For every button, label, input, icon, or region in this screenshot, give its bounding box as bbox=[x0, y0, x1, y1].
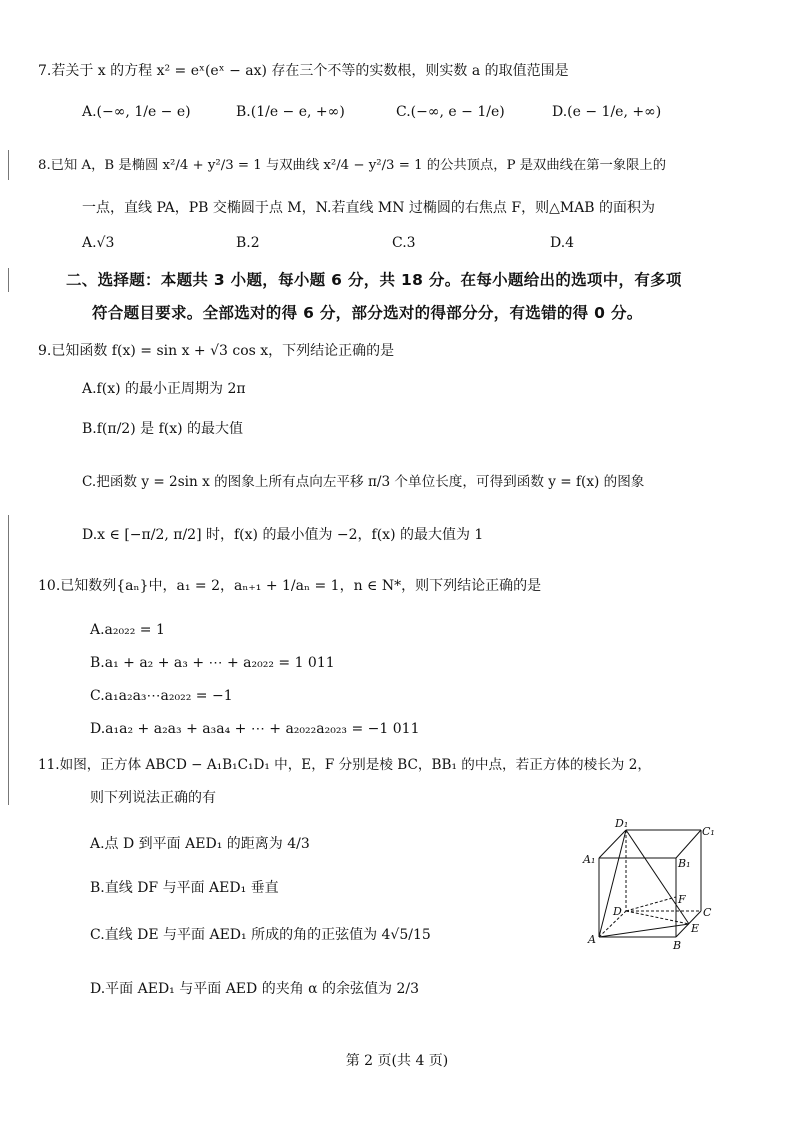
q7-option-b: B.(1/e − e, +∞) bbox=[236, 104, 345, 120]
label-e: E bbox=[691, 922, 700, 935]
q10-option-b: B.a₁ + a₂ + a₃ + ⋯ + a₂₀₂₂ = 1 011 bbox=[90, 655, 335, 671]
label-a1: A₁ bbox=[583, 853, 596, 866]
label-c: C bbox=[703, 906, 712, 919]
q9-option-b: B.f(π/2) 是 f(x) 的最大值 bbox=[82, 421, 244, 437]
q8-option-b: B.2 bbox=[236, 235, 260, 251]
q9-option-c: C.把函数 y = 2sin x 的图象上所有点向左平移 π/3 个单位长度，可得到函数 y = f(x) 的图象 bbox=[82, 474, 645, 490]
q7-option-c: C.(−∞, e − 1/e) bbox=[396, 104, 505, 120]
edge-a1-d1 bbox=[599, 830, 626, 858]
q7-option-a: A.(−∞, 1/e − e) bbox=[82, 104, 191, 120]
segment-d-f-hidden bbox=[626, 897, 676, 911]
label-c1: C₁ bbox=[702, 825, 715, 838]
q7-stem: 7.若关于 x 的方程 x² = eˣ(eˣ − ax) 存在三个不等的实数根，则实数 a 的取值范围是 bbox=[38, 63, 569, 79]
page-footer: 第 2 页(共 4 页) bbox=[345, 1053, 449, 1069]
section2-heading-line1: 二、选择题：本题共 3 小题，每小题 6 分，共 18 分。在每小题给出的选项中，有多项 bbox=[66, 271, 682, 289]
q10-option-a: A.a₂₀₂₂ = 1 bbox=[90, 622, 165, 638]
q10-option-c: C.a₁a₂a₃⋯a₂₀₂₂ = −1 bbox=[90, 688, 233, 704]
q9-option-a: A.f(x) 的最小正周期为 2π bbox=[82, 381, 246, 397]
q9-option-d: D.x ∈ [−π/2, π/2] 时，f(x) 的最小值为 −2，f(x) 的最大值为 1 bbox=[82, 527, 484, 543]
edge-c1-b1 bbox=[676, 830, 701, 858]
q10-stem: 10.已知数列{aₙ}中，a₁ = 2，aₙ₊₁ + 1/aₙ = 1，n ∈ N*，则下列结论正确的是 bbox=[38, 578, 542, 594]
q10-option-d: D.a₁a₂ + a₂a₃ + a₃a₄ + ⋯ + a₂₀₂₂a₂₀₂₃ = −1 011 bbox=[90, 721, 420, 737]
q8-stem-line2: 一点，直线 PA，PB 交椭圆于点 M，N.若直线 MN 过椭圆的右焦点 F，则△MAB 的面积为 bbox=[82, 200, 656, 216]
scan-mark-3 bbox=[8, 515, 9, 805]
q11-option-b: B.直线 DF 与平面 AED₁ 垂直 bbox=[90, 880, 279, 896]
q8-option-d: D.4 bbox=[550, 235, 575, 251]
q11-option-d: D.平面 AED₁ 与平面 AED 的夹角 α 的余弦值为 2/3 bbox=[90, 981, 420, 997]
label-b: B bbox=[673, 939, 682, 952]
segment-d1-e bbox=[626, 830, 689, 924]
q7-option-d: D.(e − 1/e, +∞) bbox=[552, 104, 662, 120]
cube-figure bbox=[580, 815, 730, 955]
label-a: A bbox=[588, 933, 596, 946]
q11-stem-line1: 11.如图，正方体 ABCD − A₁B₁C₁D₁ 中，E，F 分别是棱 BC，BB₁ 的中点，若正方体的棱长为 2， bbox=[38, 757, 651, 773]
segment-d-e-hidden bbox=[626, 911, 689, 924]
q8-stem-line1: 8.已知 A，B 是椭圆 x²/4 + y²/3 = 1 与双曲线 x²/4 − y²/3 = 1 的公共顶点，P 是双曲线在第一象限上的 bbox=[38, 158, 667, 173]
q9-stem: 9.已知函数 f(x) = sin x + √3 cos x，下列结论正确的是 bbox=[38, 343, 395, 359]
label-b1: B₁ bbox=[678, 857, 691, 870]
scan-mark-1 bbox=[8, 150, 9, 180]
q11-stem-line2: 则下列说法正确的有 bbox=[90, 790, 216, 806]
q8-option-c: C.3 bbox=[392, 235, 416, 251]
q11-option-c: C.直线 DE 与平面 AED₁ 所成的角的正弦值为 4√5/15 bbox=[90, 927, 431, 943]
section2-heading-line2: 符合题目要求。全部选对的得 6 分，部分选对的得部分分，有选错的得 0 分。 bbox=[92, 304, 643, 322]
scan-mark-2 bbox=[8, 268, 9, 292]
label-f: F bbox=[678, 893, 686, 906]
segment-d1-a bbox=[599, 830, 626, 937]
q8-option-a: A.√3 bbox=[82, 235, 115, 251]
label-d: D bbox=[613, 905, 622, 918]
label-d1: D₁ bbox=[615, 817, 629, 830]
q11-option-a: A.点 D 到平面 AED₁ 的距离为 4/3 bbox=[90, 836, 310, 852]
